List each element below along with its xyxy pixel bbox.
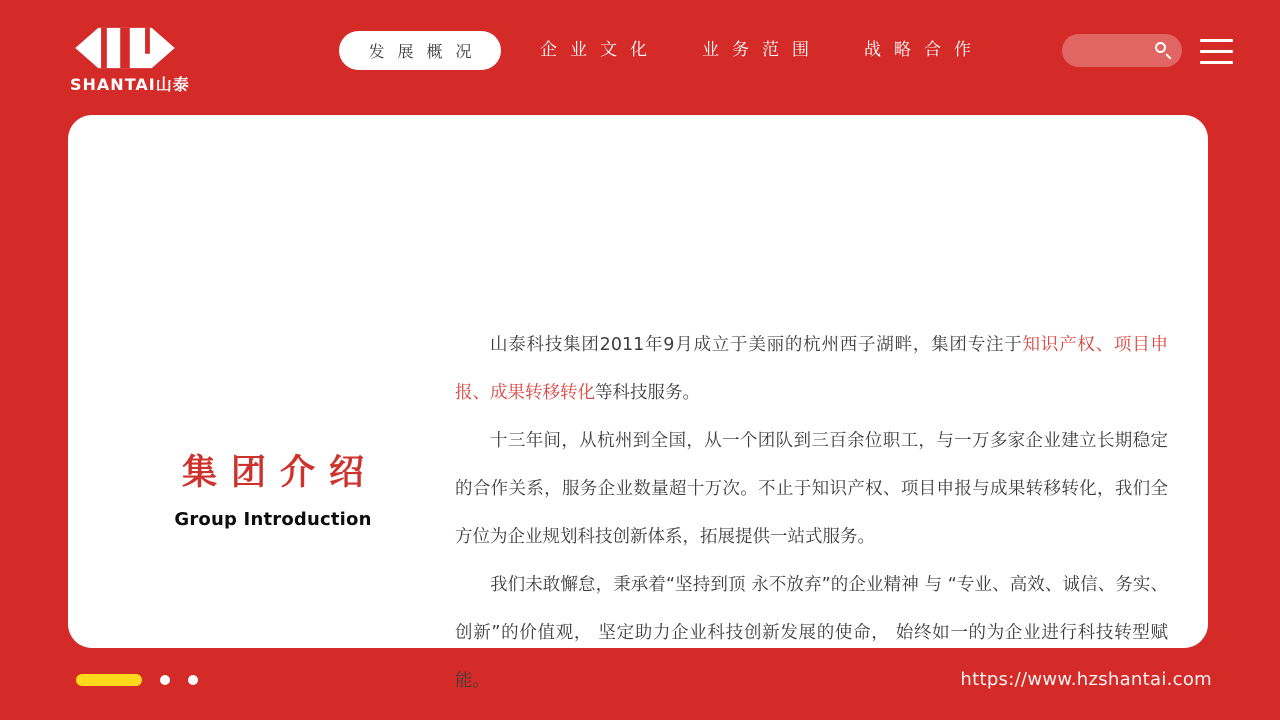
- search-box[interactable]: [1062, 34, 1182, 67]
- pagination-indicator-active[interactable]: [76, 674, 142, 686]
- nav-item-corporate-culture[interactable]: 企业文化: [540, 40, 660, 60]
- paragraph-text: 我们未敢懈怠，秉承着“坚持到顶 永不放弃”的企业精神 与 “专业、高效、诚信、务实、创新”的价值观， 坚定助力企业科技创新发展的使命， 始终如一的为企业进行科技转型赋能。: [455, 575, 1168, 691]
- intro-paragraph-1: [455, 321, 1168, 417]
- logo-text: SHANTAI山泰: [70, 75, 190, 94]
- site-header: [0, 0, 1280, 105]
- search-input[interactable]: [1074, 34, 1154, 67]
- nav-item-label: 发展概况: [368, 44, 485, 61]
- paragraph-text: 等科技服务。: [595, 383, 700, 403]
- paragraph-text: 十三年间，从杭州到全国，从一个团队到三百余位职工，与一万多家企业建立长期稳定的合作关系，服务企业数量超十万次。不止于知识产权、项目申报与成果转移转化，我们全方位为企业规划科技创新体系，拓展提供一站式服务。: [455, 431, 1168, 547]
- section-title: [158, 445, 388, 530]
- pagination-dot-3[interactable]: [188, 675, 198, 685]
- section-title-en: Group Introduction: [174, 509, 372, 530]
- nav-item-business-scope[interactable]: 业务范围: [702, 40, 822, 60]
- nav-item-strategic-cooperation[interactable]: 战略合作: [864, 40, 984, 60]
- pagination-dot-2[interactable]: [160, 675, 170, 685]
- highlighted-services-text: 知识产权、项目申报、成果转移转化: [455, 335, 1168, 403]
- shantai-logo-mark-icon: [75, 26, 175, 70]
- main-nav: [540, 36, 984, 64]
- site-logo[interactable]: [70, 26, 190, 95]
- search-icon[interactable]: [1154, 41, 1172, 59]
- intro-paragraph-2: [455, 417, 1168, 561]
- site-url: https://www.hzshantai.com: [960, 669, 1212, 690]
- section-title-zh: 集团介绍: [181, 453, 378, 493]
- hamburger-menu-icon[interactable]: [1200, 39, 1233, 65]
- introduction-text: [455, 321, 1168, 705]
- paragraph-text: 山泰科技集团2011年9月成立于美丽的杭州西子湖畔，集团专注于: [490, 335, 1023, 355]
- nav-item-development-overview[interactable]: [339, 31, 501, 70]
